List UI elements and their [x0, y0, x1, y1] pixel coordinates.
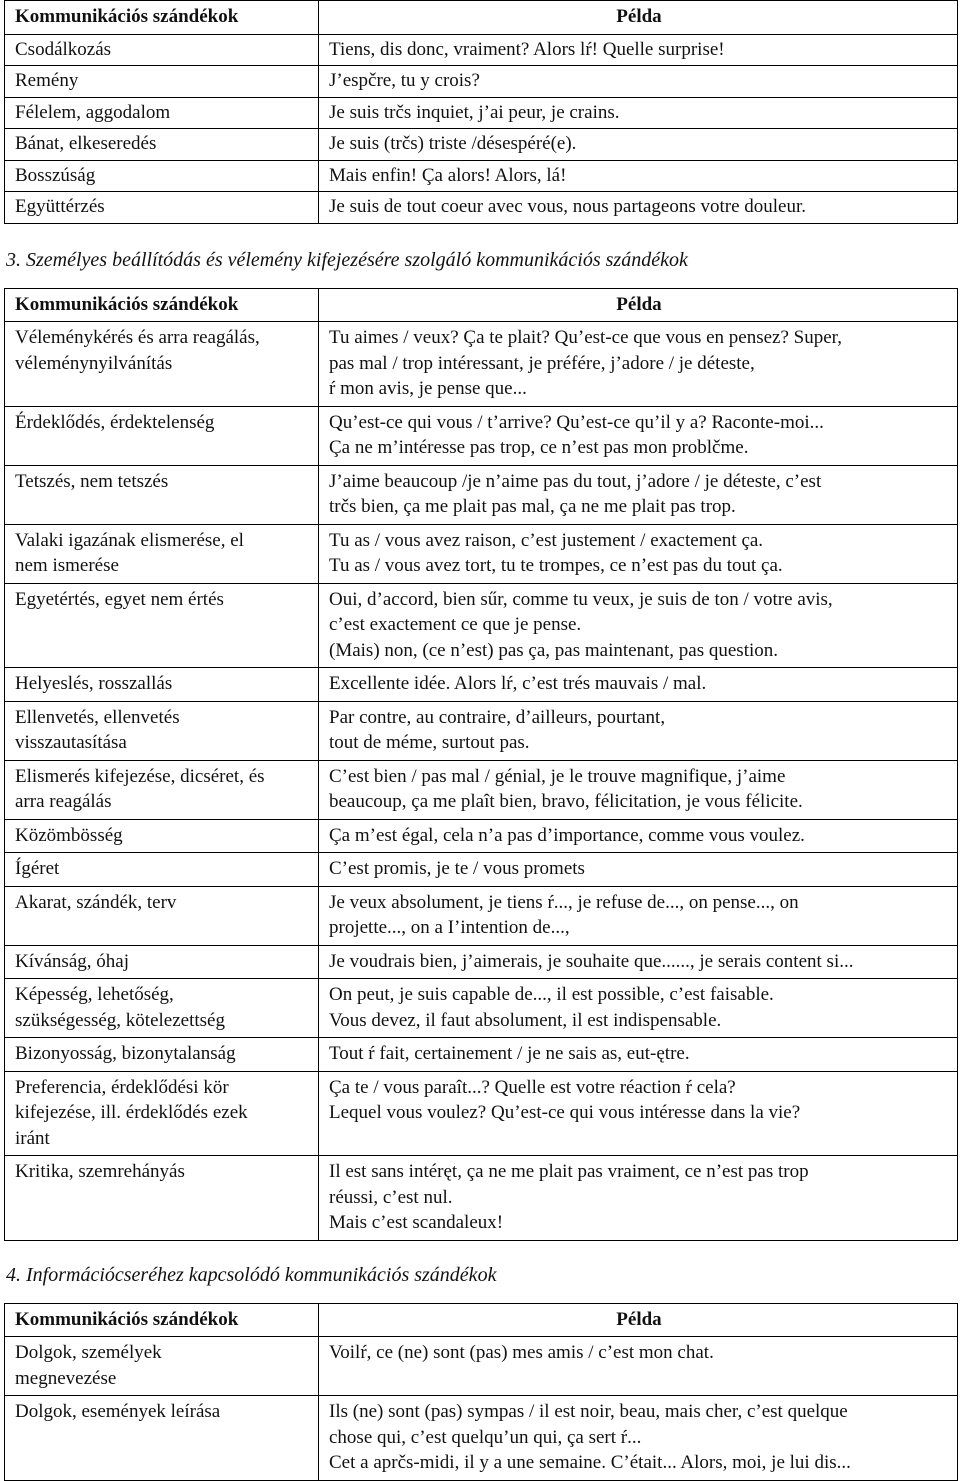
intent-text: Félelem, aggodalom	[15, 101, 171, 123]
intent-text: Valaki igazának elismerése, el nem ismerése	[15, 529, 244, 576]
example-cell	[319, 979, 958, 1038]
intent-cell	[5, 945, 319, 979]
example-text: Qu’est-ce qui vous / t’arrive? Qu’est-ce qu’il y a? Raconte-moi... Ça ne m’intéresse pas trop, ce n’est pas mon problčme.	[329, 411, 824, 458]
intent-text: Tetszés, nem tetszés	[15, 470, 169, 492]
information-table-body	[5, 1337, 958, 1481]
intent-text: Bosszúság	[15, 164, 96, 186]
intent-cell	[5, 668, 319, 702]
example-cell	[319, 192, 958, 224]
intent-cell	[5, 524, 319, 583]
intent-text: Képesség, lehetőség, szükségesség, kötelezettség	[15, 984, 225, 1031]
example-cell	[319, 1156, 958, 1241]
table-row	[5, 160, 958, 192]
table-header-row	[5, 288, 958, 322]
intent-cell	[5, 1071, 319, 1156]
table-row	[5, 583, 958, 668]
example-cell	[319, 701, 958, 760]
opinion-table	[4, 288, 958, 1241]
intent-cell	[5, 701, 319, 760]
intent-text: Dolgok, személyek megnevezése	[15, 1342, 162, 1389]
example-cell	[319, 465, 958, 524]
example-text: Je voudrais bien, j’aimerais, je souhaite que......, je serais content si...	[329, 950, 854, 972]
table-row	[5, 1071, 958, 1156]
example-text: Mais enfin! Ça alors! Alors, lá!	[329, 164, 567, 186]
intent-column-header: Kommunikációs szándékok	[5, 1, 319, 35]
section-4-heading: 4. Információcseréhez kapcsolódó kommunikációs szándékok	[6, 1263, 497, 1286]
table-row	[5, 66, 958, 98]
example-text: On peut, je suis capable de..., il est possible, c’est faisable. Vous devez, il faut absolument, il est indispensable.	[329, 984, 774, 1031]
intent-cell	[5, 192, 319, 224]
intent-text: Remény	[15, 70, 79, 91]
example-cell	[319, 524, 958, 583]
information-table	[4, 1303, 958, 1481]
intent-text: Csodálkozás	[15, 38, 112, 60]
example-cell	[319, 819, 958, 853]
intent-text: Közömbösség	[15, 824, 123, 846]
intent-cell	[5, 97, 319, 129]
table-row	[5, 853, 958, 887]
intent-text: Kritika, szemrehányás	[15, 1161, 185, 1182]
table-row	[5, 668, 958, 702]
table-row	[5, 1156, 958, 1241]
table-row	[5, 1396, 958, 1481]
intent-text: Véleménykérés és arra reagálás, véleménynyilvánítás	[15, 327, 260, 374]
table-row	[5, 129, 958, 161]
example-column-header: Példa	[319, 1303, 958, 1337]
example-cell	[319, 1038, 958, 1072]
table-row	[5, 701, 958, 760]
table-row	[5, 979, 958, 1038]
intent-cell	[5, 160, 319, 192]
example-cell	[319, 945, 958, 979]
example-text: J’aime beaucoup /je n’aime pas du tout, j’adore / je déteste, c’est trčs bien, ça me plait pas mal, ça ne me plait pas trop.	[329, 470, 822, 517]
emotions-table	[4, 0, 958, 224]
intent-text: Dolgok, események leírása	[15, 1401, 221, 1422]
example-text: Ils (ne) sont (pas) sympas / il est noir, beau, mais cher, c’est quelque chose qui, c’est quelqu’un qui, ça sert ŕ... Cet a aprčs-midi, il y a une semaine. C’était... Alors, moi, je lui dis...	[329, 1401, 851, 1473]
emotions-table-body	[5, 34, 958, 223]
table-header-row	[5, 1, 958, 35]
section-3-heading: 3. Személyes beállítódás és vélemény kifejezésére szolgáló kommunikációs szándékok	[6, 248, 688, 271]
example-cell	[319, 322, 958, 407]
example-cell	[319, 853, 958, 887]
intent-text: Elismerés kifejezése, dicséret, és arra reagálás	[15, 765, 265, 812]
intent-cell	[5, 129, 319, 161]
example-text: Je suis de tout coeur avec vous, nous partageons votre douleur.	[329, 196, 806, 217]
example-text: Tu as / vous avez raison, c’est justement / exactement ça. Tu as / vous avez tort, tu te trompes, ce n’est pas du tout ça.	[329, 529, 783, 576]
intent-cell	[5, 819, 319, 853]
intent-column-header: Kommunikációs szándékok	[5, 1303, 319, 1337]
example-cell	[319, 1337, 958, 1396]
intent-cell	[5, 34, 319, 66]
example-text: Je veux absolument, je tiens ŕ..., je refuse de..., on pense..., on projette..., on a I’intention de...,	[329, 891, 799, 938]
intent-cell	[5, 66, 319, 98]
example-text: C’est bien / pas mal / génial, je le trouve magnifique, j’aime beaucoup, ça me plaît bien, bravo, félicitation, je vous félicite.	[329, 765, 803, 812]
intent-text: Helyeslés, rosszallás	[15, 673, 173, 694]
example-cell	[319, 34, 958, 66]
example-column-header: Példa	[319, 288, 958, 322]
example-cell	[319, 1071, 958, 1156]
example-cell	[319, 760, 958, 819]
example-text: J’espčre, tu y crois?	[329, 70, 480, 91]
intent-cell	[5, 853, 319, 887]
example-text: Tiens, dis donc, vraiment? Alors lŕ! Quelle surprise!	[329, 38, 725, 60]
intent-text: Egyetértés, egyet nem értés	[15, 588, 224, 610]
table-row	[5, 945, 958, 979]
document-page	[4, 0, 957, 1481]
example-text: Tout ŕ fait, certainement / je ne sais as, eut-ętre.	[329, 1043, 690, 1064]
table-row	[5, 886, 958, 945]
intent-cell	[5, 1156, 319, 1241]
example-cell	[319, 160, 958, 192]
intent-text: Preferencia, érdeklődési kör kifejezése, ill. érdeklődés ezek iránt	[15, 1076, 248, 1149]
example-cell	[319, 66, 958, 98]
intent-text: Érdeklődés, érdektelenség	[15, 411, 215, 433]
intent-text: Ellenvetés, ellenvetés visszautasítása	[15, 706, 180, 753]
example-cell	[319, 583, 958, 668]
intent-text: Bizonyosság, bizonytalanság	[15, 1043, 236, 1064]
table-row	[5, 819, 958, 853]
table-row	[5, 465, 958, 524]
example-text: C’est promis, je te / vous promets	[329, 858, 585, 879]
example-text: Ça te / vous paraît...? Quelle est votre réaction ŕ cela? Lequel vous voulez? Qu’est-ce qui vous intéresse dans la vie?	[329, 1076, 801, 1123]
intent-cell	[5, 1337, 319, 1396]
intent-cell	[5, 406, 319, 465]
example-text: Voilŕ, ce (ne) sont (pas) mes amis / c’est mon chat.	[329, 1342, 714, 1363]
table-row	[5, 760, 958, 819]
example-text: Je suis (trčs) triste /désespéré(e).	[329, 133, 577, 154]
intent-text: Bánat, elkeseredés	[15, 133, 157, 154]
table-row	[5, 1038, 958, 1072]
intent-text: Együttérzés	[15, 196, 105, 217]
table-row	[5, 1337, 958, 1396]
example-text: Ça m’est égal, cela n’a pas d’importance, comme vous voulez.	[329, 824, 805, 846]
intent-column-header: Kommunikációs szándékok	[5, 288, 319, 322]
table-row	[5, 34, 958, 66]
intent-cell	[5, 760, 319, 819]
intent-cell	[5, 1038, 319, 1072]
example-cell	[319, 886, 958, 945]
intent-cell	[5, 1396, 319, 1481]
intent-cell	[5, 465, 319, 524]
intent-text: Akarat, szándék, terv	[15, 891, 177, 913]
intent-cell	[5, 886, 319, 945]
table-row	[5, 192, 958, 224]
example-cell	[319, 129, 958, 161]
example-text: Tu aimes / veux? Ça te plait? Qu’est-ce que vous en pensez? Super, pas mal / trop intéressant, je préfére, j’adore / je déteste, ŕ mon avis, je pense que...	[329, 327, 842, 399]
example-cell	[319, 1396, 958, 1481]
table-row	[5, 524, 958, 583]
example-text: Par contre, au contraire, d’ailleurs, pourtant, tout de méme, surtout pas.	[329, 706, 666, 753]
table-row	[5, 97, 958, 129]
intent-cell	[5, 583, 319, 668]
example-text: Oui, d’accord, bien sűr, comme tu veux, je suis de ton / votre avis, c’est exactement ce que je pense. (Mais) non, (ce n’est) pas ça, pas maintenant, pas question.	[329, 588, 833, 661]
example-cell	[319, 406, 958, 465]
intent-cell	[5, 322, 319, 407]
intent-cell	[5, 979, 319, 1038]
intent-text: Ígéret	[15, 858, 60, 879]
example-text: Il est sans intéręt, ça ne me plait pas vraiment, ce n’est pas trop réussi, c’est nul. Mais c’est scandaleux!	[329, 1161, 809, 1233]
opinion-table-body	[5, 322, 958, 1241]
table-header-row	[5, 1303, 958, 1337]
example-column-header: Példa	[319, 1, 958, 35]
example-cell	[319, 97, 958, 129]
example-cell	[319, 668, 958, 702]
example-text: Excellente idée. Alors lŕ, c’est trés mauvais / mal.	[329, 673, 707, 694]
table-row	[5, 322, 958, 407]
intent-text: Kívánság, óhaj	[15, 950, 129, 972]
example-text: Je suis trčs inquiet, j’ai peur, je crains.	[329, 101, 620, 123]
table-row	[5, 406, 958, 465]
